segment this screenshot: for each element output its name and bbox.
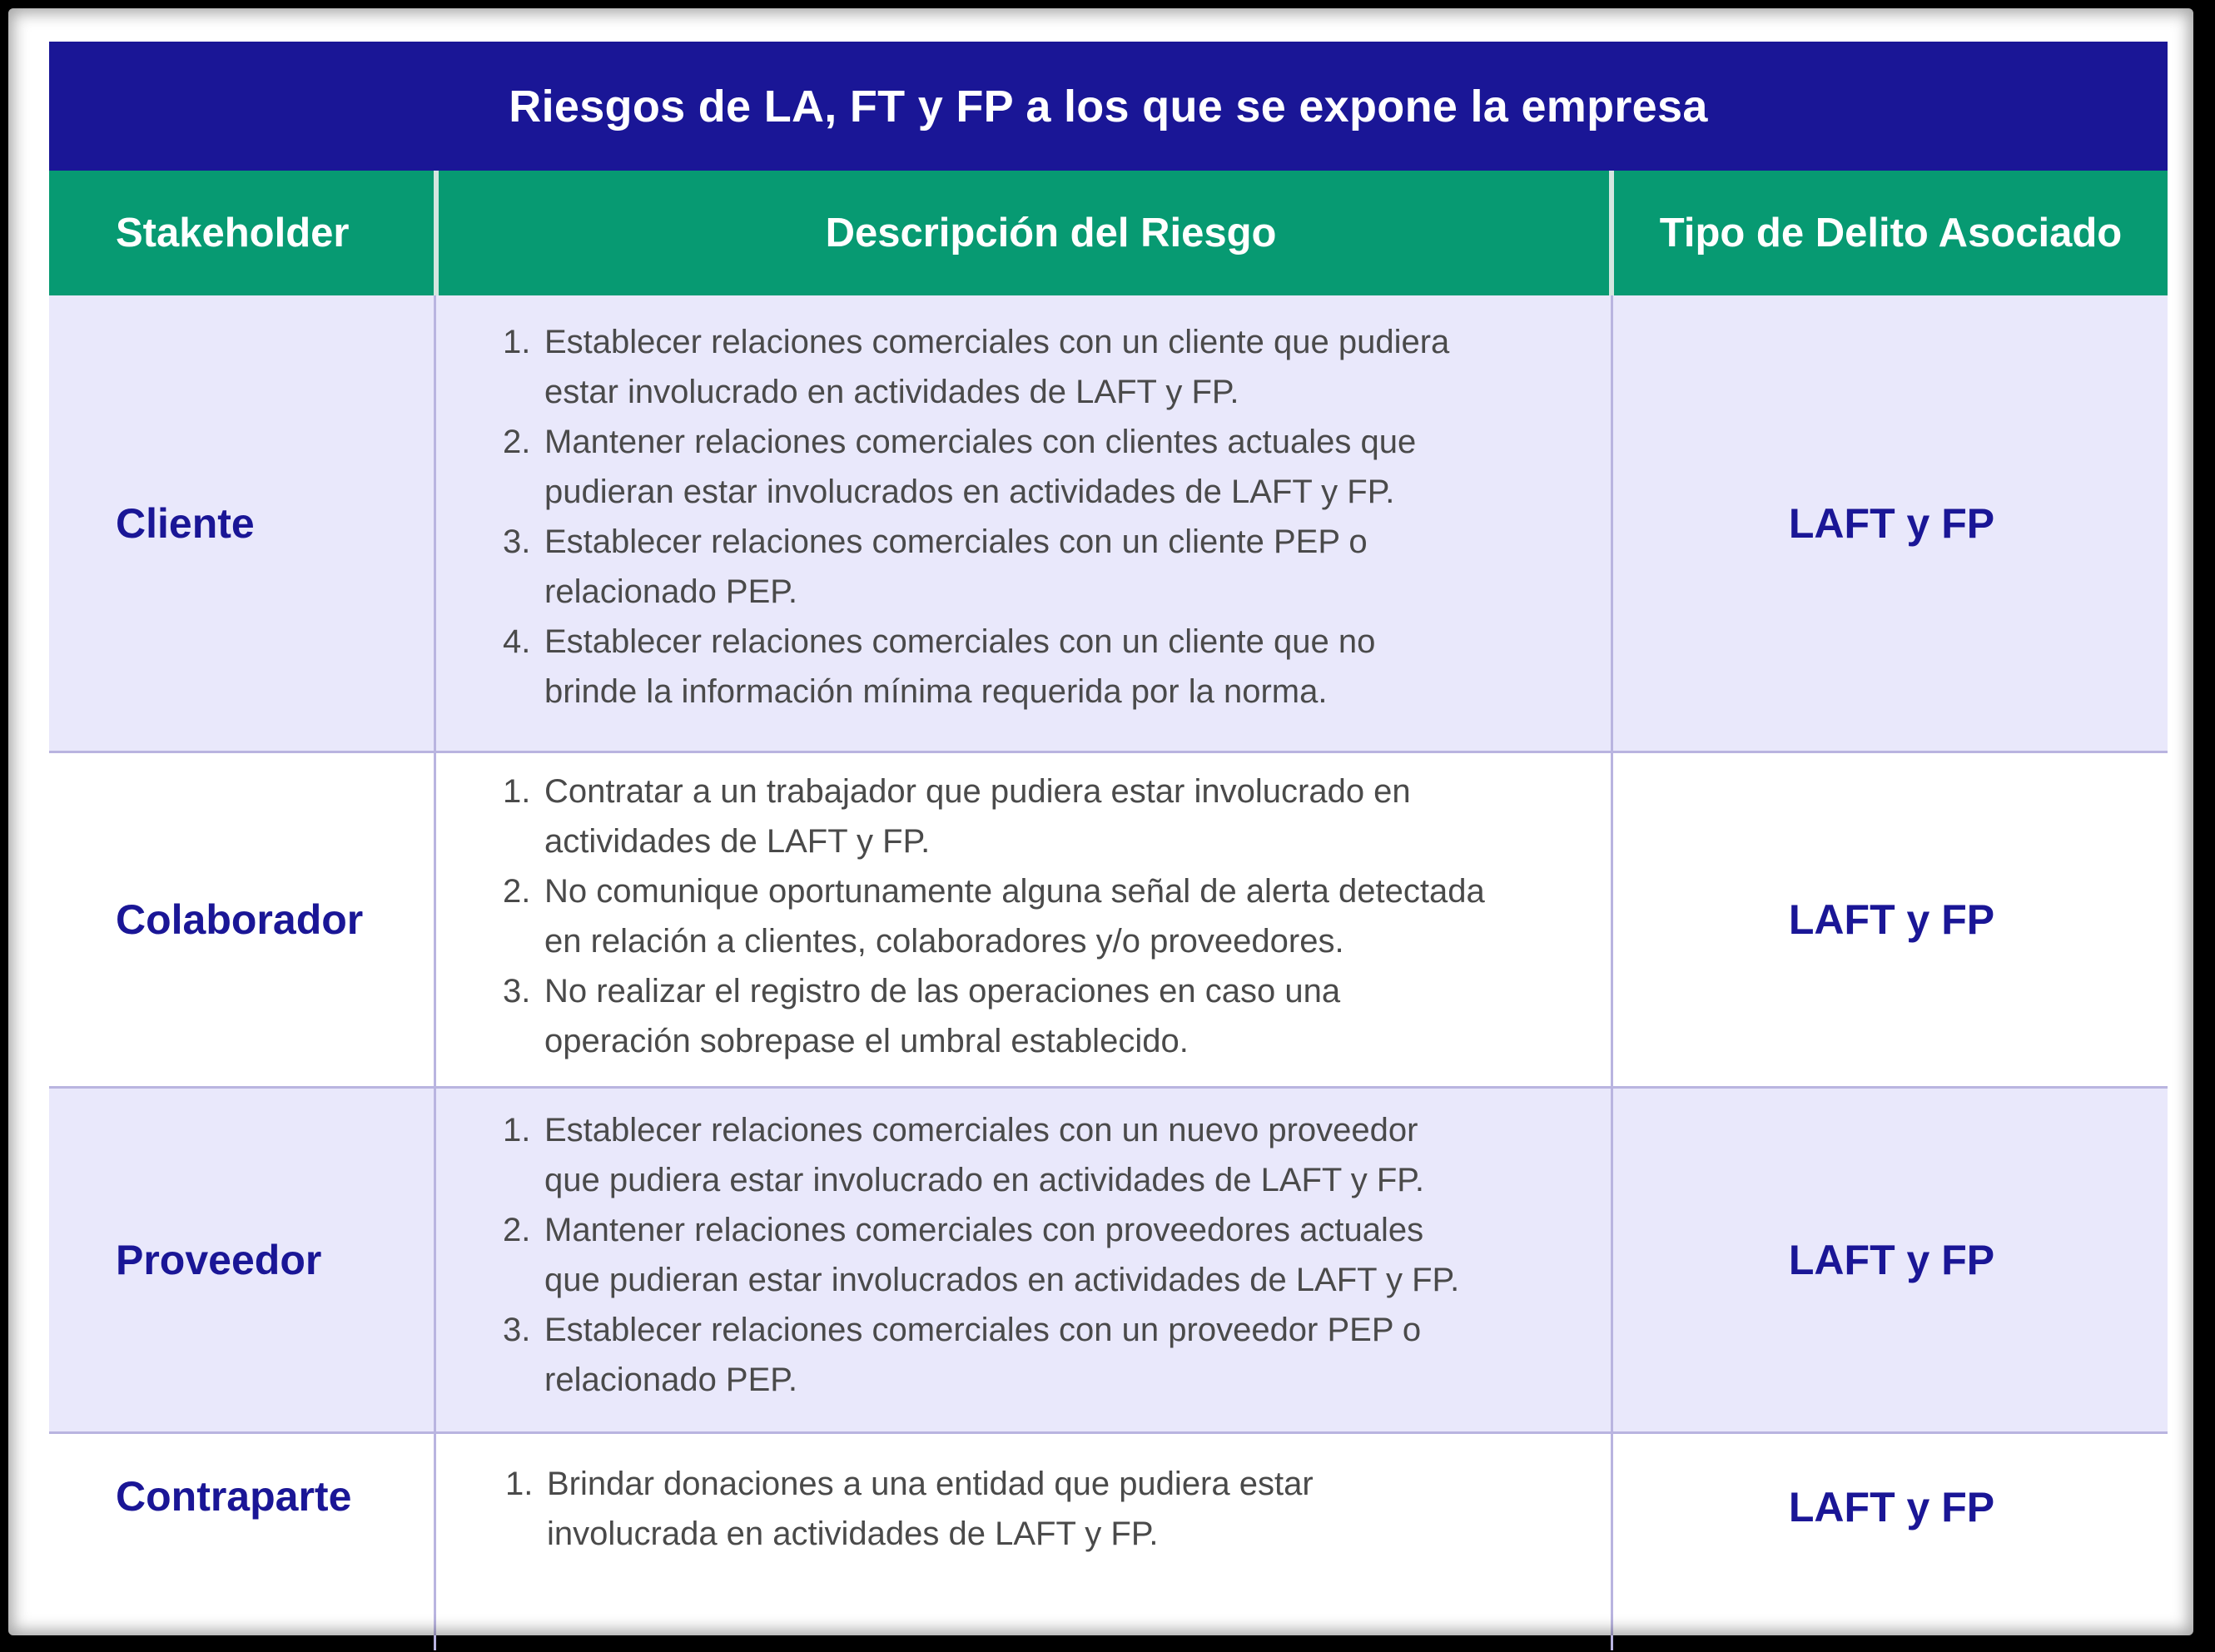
list-item: 1. Contratar a un trabajador que pudiera estar involucrado en actividades de LAFT y FP. [503,773,1411,860]
stakeholder-cell: Colaborador [116,896,364,943]
risk-table [49,42,2168,1610]
table-row [49,295,2168,752]
table-row [49,1434,2168,1606]
list-item: 2. Mantener relaciones comerciales con clientes actuales que pudieran estar involucrados en actividades de LAFT y FP. [503,424,1417,510]
list-item: 3. No realizar el registro de las operaciones en caso una operación sobrepase el umbral establecido. [503,973,1341,1059]
stakeholder-cell: Contraparte [116,1473,352,1520]
list-item: 3. Establecer relaciones comerciales con un proveedor PEP o relacionado PEP. [503,1312,1422,1398]
table-row [49,1089,2168,1431]
list-item: 4. Establecer relaciones comerciales con un cliente que no brinde la información mínima requerida por la norma. [503,623,1376,710]
header-stakeholder: Stakeholder [116,211,350,255]
risk-description-list [505,1459,1621,1559]
table-row [49,753,2168,1086]
crime-type-cell: LAFT y FP [1788,500,1995,547]
header-crime-type: Tipo de Delito Asociado [1659,211,2123,255]
list-item: 1. Brindar donaciones a una entidad que pudiera estar involucrada en actividades de LAFT y FP. [505,1466,1314,1552]
risk-description-list [503,317,1618,717]
list-item: 3. Establecer relaciones comerciales con un cliente PEP o relacionado PEP. [503,523,1368,610]
stakeholder-cell: Cliente [116,500,255,547]
table-header-row [49,171,2168,295]
crime-type-cell: LAFT y FP [1788,1484,1995,1530]
list-item: 1. Establecer relaciones comerciales con un cliente que pudiera estar involucrado en actividades de LAFT y FP. [503,324,1450,410]
table-title: Riesgos de LA, FT y FP a los que se expone la empresa [49,42,2168,171]
column-divider [1611,295,1613,1650]
risk-description-list [503,766,1618,1066]
list-item: 1. Establecer relaciones comerciales con un nuevo proveedor que pudiera estar involucrado en actividades de LAFT y FP. [503,1112,1424,1198]
header-description: Descripción del Riesgo [825,211,1277,255]
crime-type-cell: LAFT y FP [1788,1237,1995,1283]
stakeholder-cell: Proveedor [116,1237,322,1283]
list-item: 2. No comunique oportunamente alguna señal de alerta detectada en relación a clientes, colaboradores y/o proveedores. [503,873,1485,960]
risk-description-list [503,1105,1618,1405]
crime-type-cell: LAFT y FP [1788,896,1995,943]
list-item: 2. Mantener relaciones comerciales con proveedores actuales que pudieran estar involucrados en actividades de LAFT y FP. [503,1212,1460,1298]
column-divider [434,295,436,1650]
